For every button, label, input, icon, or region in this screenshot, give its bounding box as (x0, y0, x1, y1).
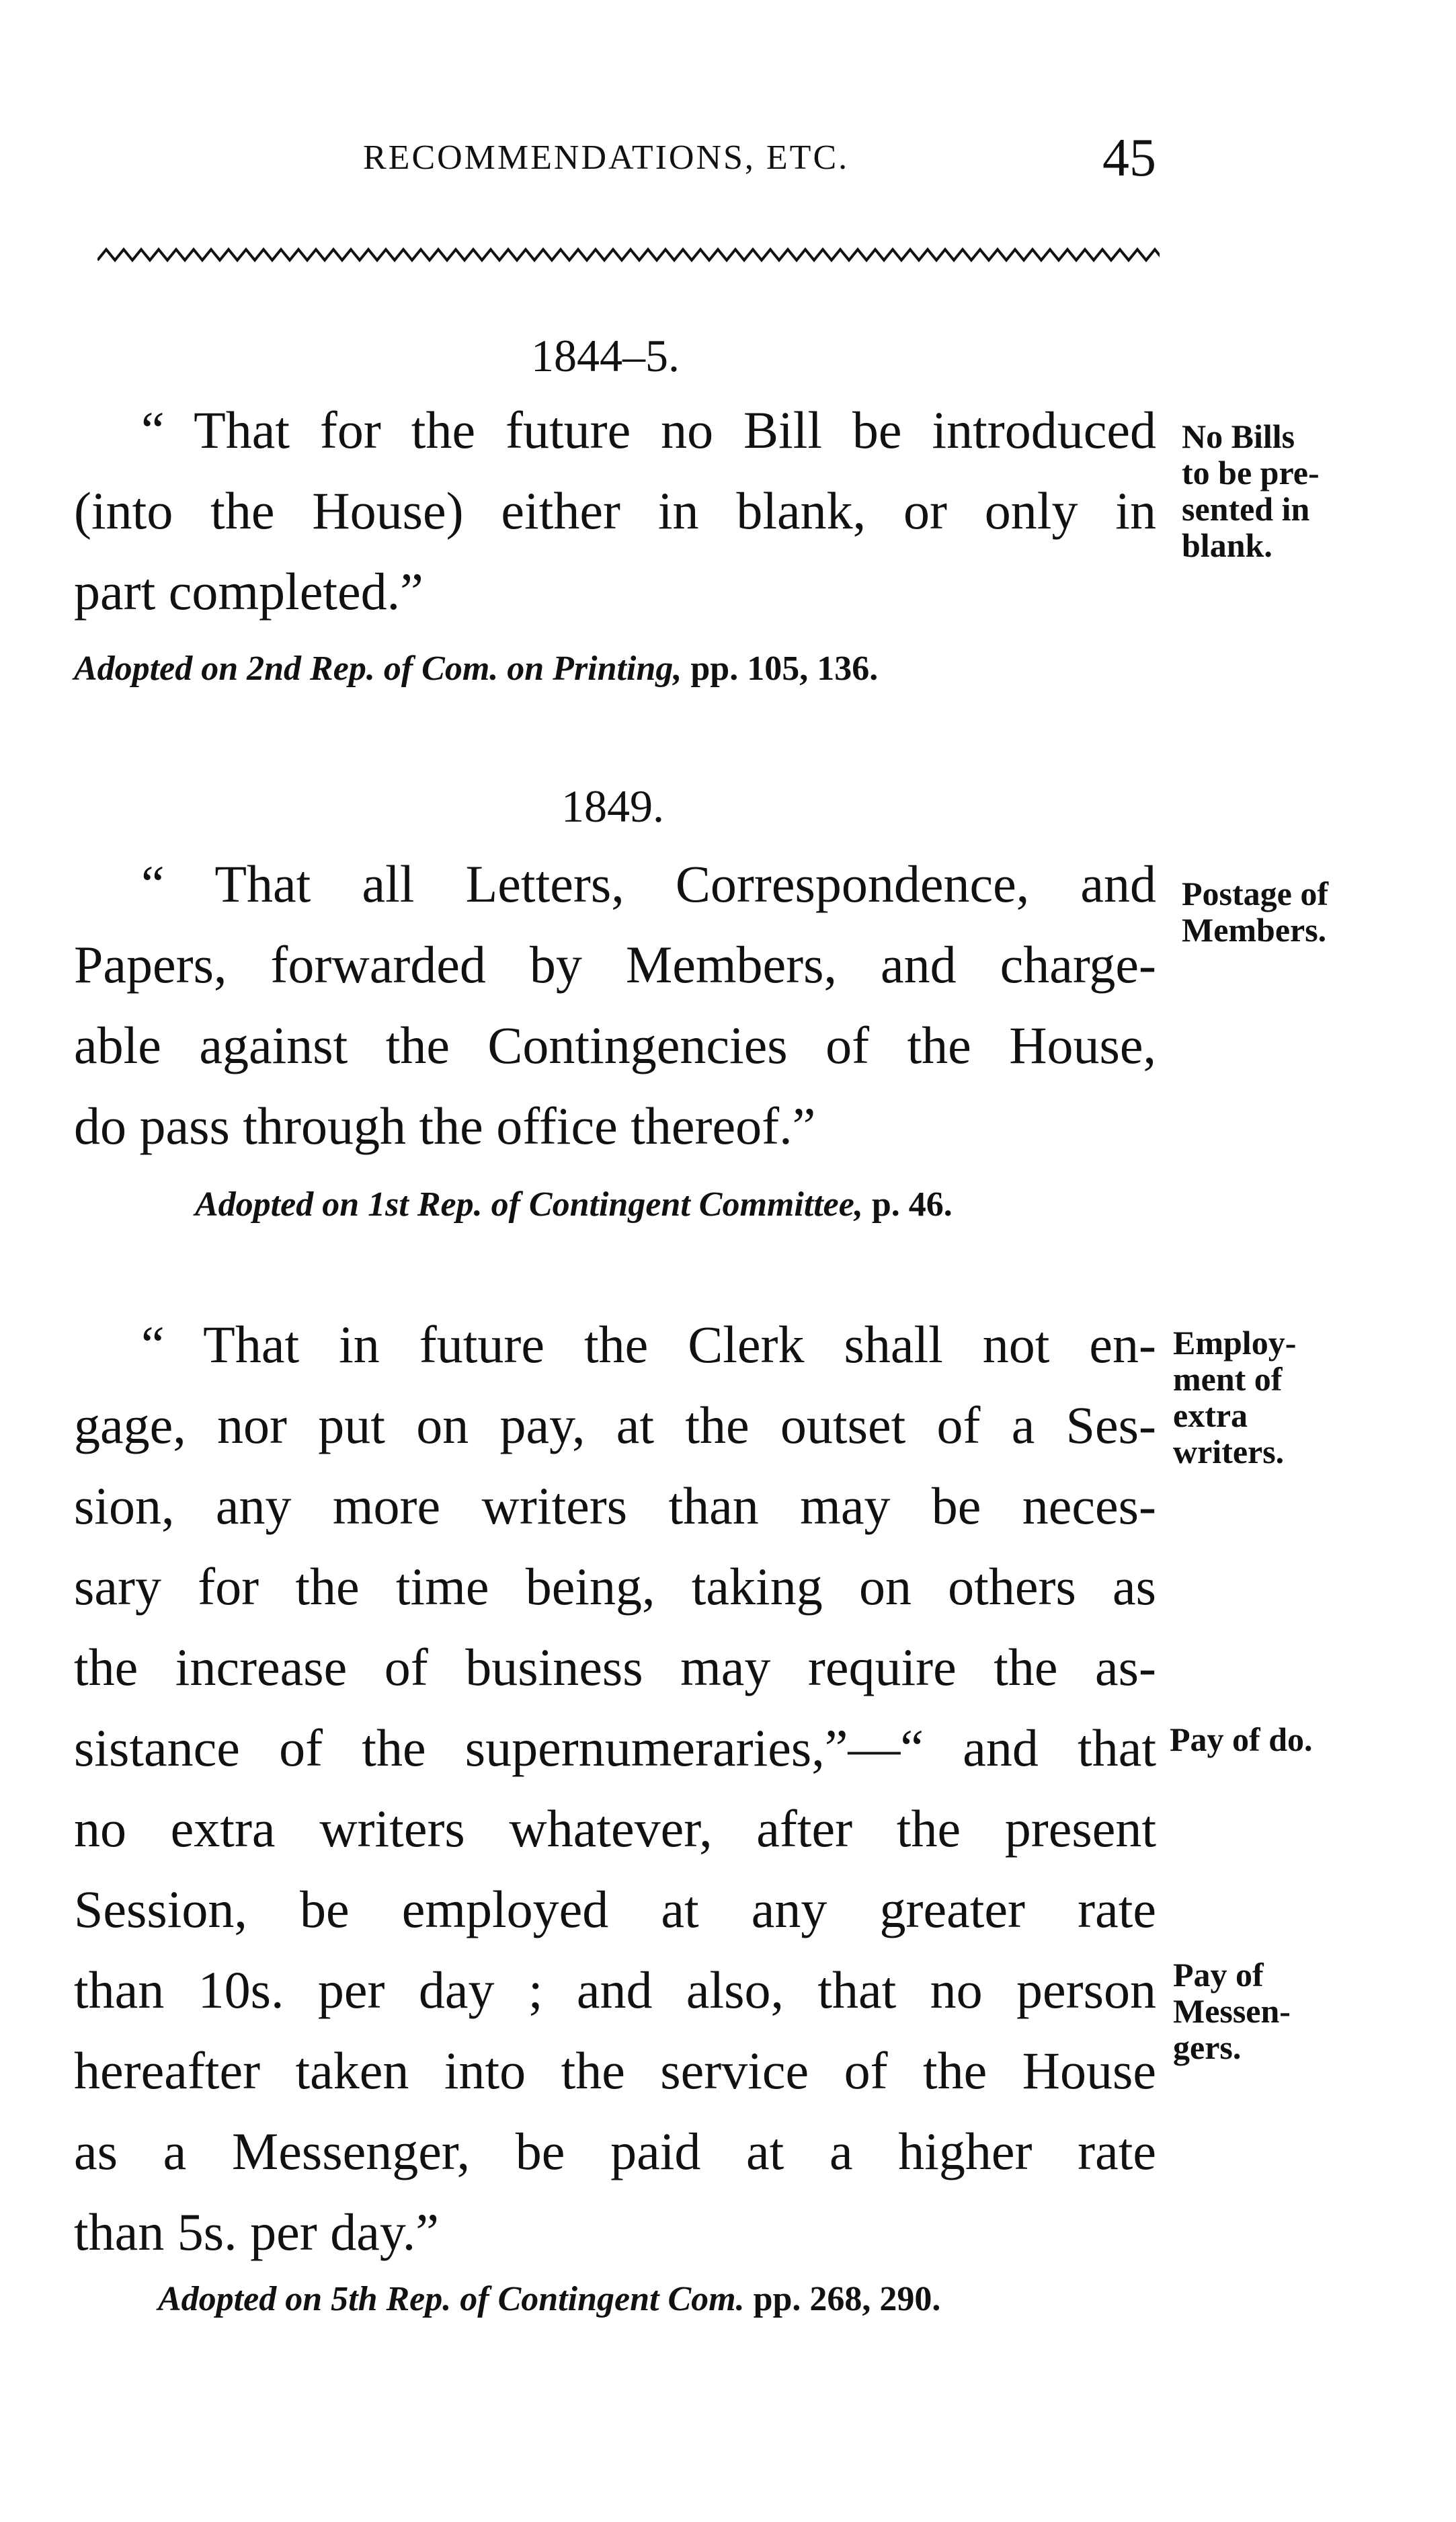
text-line: do pass through the office thereof.” (74, 1097, 816, 1155)
margin-note-line: Pay of (1173, 1956, 1264, 1994)
margin-note-pay-of-messengers (1173, 1957, 1291, 2065)
margin-note-line: ment of (1173, 1360, 1283, 1398)
text-line: “ That for the future no Bill be introduced (141, 401, 1156, 459)
margin-note-no-bills (1182, 418, 1320, 563)
text-line: Session, be employed at any greater rate (74, 1880, 1156, 1938)
margin-note-line: extra (1173, 1396, 1248, 1434)
text-line: than 5s. per day.” (74, 2203, 439, 2261)
text-line: (into the House) either in blank, or only in (74, 481, 1156, 540)
paragraph-writers-and-messengers (74, 1304, 1156, 2273)
margin-note-line: Pay of do. (1170, 1721, 1313, 1758)
margin-note-line: sented in (1182, 490, 1310, 528)
margin-note-line: blank. (1182, 526, 1272, 564)
text-line: “ That all Letters, Correspondence, and (141, 855, 1156, 913)
text-line: able against the Contingencies of the House, (74, 1016, 1156, 1074)
margin-note-line: gers. (1173, 2028, 1242, 2066)
paragraph-bills-in-blank (74, 390, 1156, 632)
page-number: 45 (1102, 128, 1156, 188)
text-line: sistance of the supernumeraries,”—“ and that (74, 1719, 1156, 1777)
text-line: hereafter taken into the service of the House (74, 2041, 1156, 2100)
citation-writers (158, 2279, 940, 2319)
paragraph-postage (74, 844, 1156, 1167)
text-line: sion, any more writers than may be neces- (74, 1476, 1156, 1535)
margin-note-line: Messen- (1173, 1992, 1291, 2030)
citation-1844 (74, 649, 878, 688)
margin-note-employment-of-writers (1173, 1325, 1296, 1470)
margin-note-line: Employ- (1173, 1324, 1297, 1362)
text-line: no extra writers whatever, after the present (74, 1799, 1156, 1858)
text-line: gage, nor put on pay, at the outset of a Ses- (74, 1396, 1156, 1454)
citation-pages: pp. 268, 290. (753, 2280, 941, 2318)
wavy-rule (97, 245, 1160, 266)
running-title: RECOMMENDATIONS, ETC. (363, 139, 850, 177)
margin-note-pay-of-writers (1170, 1721, 1313, 1758)
text-line: the increase of business may require the as- (74, 1638, 1156, 1696)
year-heading-1844: 1844–5. (531, 330, 680, 381)
text-line: part completed.” (74, 562, 423, 621)
citation-source: Adopted on 5th Rep. of Contingent Com. (158, 2280, 745, 2318)
citation-pages: pp. 105, 136. (690, 649, 879, 688)
text-line: than 10s. per day ; and also, that no person (74, 1961, 1156, 2019)
margin-note-postage (1182, 875, 1328, 948)
text-line: sary for the time being, taking on others as (74, 1557, 1156, 1616)
margin-note-line: to be pre- (1182, 454, 1320, 491)
text-line: Papers, forwarded by Members, and charge- (74, 935, 1156, 994)
year-heading-1849: 1849. (561, 781, 664, 832)
citation-source: Adopted on 1st Rep. of Contingent Committee, (195, 1185, 863, 1224)
margin-note-line: writers. (1173, 1433, 1285, 1470)
margin-note-line: No Bills (1182, 418, 1295, 455)
citation-1849 (195, 1185, 953, 1224)
margin-note-line: Members. (1182, 911, 1327, 949)
text-line: “ That in future the Clerk shall not en- (141, 1315, 1156, 1374)
citation-source: Adopted on 2nd Rep. of Com. on Printing, (74, 649, 682, 688)
margin-note-line: Postage of (1182, 875, 1328, 912)
citation-pages: p. 46. (871, 1185, 953, 1224)
text-line: as a Messenger, be paid at a higher rate (74, 2122, 1156, 2180)
